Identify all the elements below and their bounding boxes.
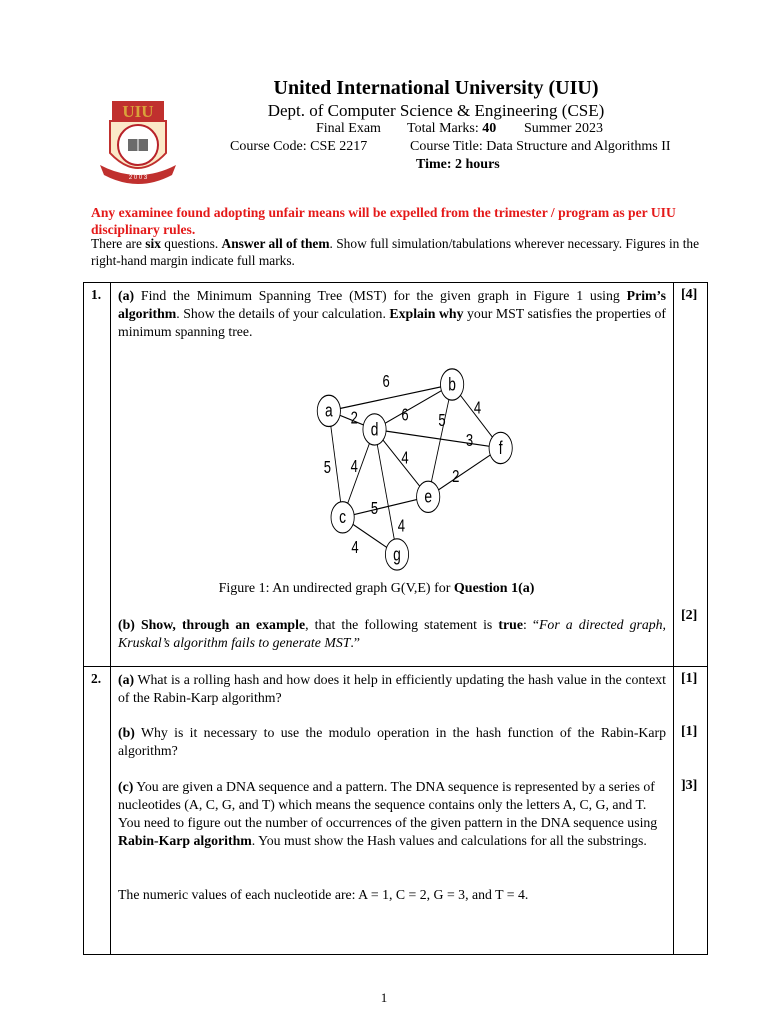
unfair-means-warning: Any examinee found adopting unfair means will be expelled from the trimester / program as per UIU disciplinary rules. [91,205,676,237]
edge-weight-a-c: 5 [323,458,332,478]
node-label-b: b [448,374,456,395]
university-title: United International University (UIU) [273,77,599,99]
edge-weight-d-g: 4 [397,516,405,537]
question-1b-text: (b) Show, through an example, that the following statement is true: “For a directed graph, Kruskal’s algorithm fails to generate MST.” [118,617,667,650]
question-2-number: 2. [91,671,102,686]
edge-c-e [343,497,429,518]
node-label-f: f [498,437,503,459]
edge-weight-c-g: 4 [351,538,359,558]
department-name: Dept. of Computer Science & Engineering (CSE) [267,101,605,120]
total-marks-value: 40 [482,121,497,136]
page-number: 1 [380,990,388,1005]
question-table [83,282,708,955]
question-2a-text: (a) What is a rolling hash and how does it help in efficiently updating the hash value in the context of the Rabin-Karp algorithm? [118,672,666,705]
edge-weight-b-f: 4 [473,398,482,419]
edge-d-g [375,429,397,554]
svg-text:UIU: UIU [122,102,154,121]
question-1a-text: (a) Find the Minimum Spanning Tree (MST) for the given graph in Figure 1 using Prim’s algorithm. Show the details of your calculation. Explain why your MST satisfies the properties of minimum spanning tree. [118,288,667,339]
column-divider [110,283,111,954]
question-2b-text: (b) Why is it necessary to use the modulo operation in the hash function of the Rabin-Karp algorithm? [118,725,666,758]
figure-1-graph [252,363,542,573]
edge-weight-c-e: 5 [370,499,379,519]
figure-1-caption: Figure 1: An undirected graph G(V,E) for Question 1(a) [218,581,535,596]
total-marks: Total Marks: 40 [407,121,497,136]
svg-text:2 0 0 3: 2 0 0 3 [128,175,148,181]
exam-instructions: There are six questions. Answer all of them. Show full simulation/tabulations wherever necessary. Figures in the right-hand margin indicate full marks. [91,236,700,268]
edge-weight-a-d: 2 [350,408,358,428]
edge-weight-e-f: 2 [452,467,460,487]
course-title: Course Title: Data Structure and Algorithms II [410,139,671,154]
question-1a-marks: [4] [681,287,698,302]
question-2a-marks: [1] [681,671,698,686]
node-label-c: c [339,507,347,528]
marks-column-divider [673,283,674,954]
question-1b-marks: [2] [681,608,698,623]
node-label-g: g [393,544,401,565]
node-label-a: a [325,400,333,422]
nucleotide-values: The numeric values of each nucleotide are: A = 1, C = 2, G = 3, and T = 4. [118,887,529,902]
edge-weight-a-b: 6 [382,372,390,392]
term: Summer 2023 [524,121,603,136]
edge-weight-d-c: 4 [350,457,358,477]
question-2b-marks: [1] [681,724,698,739]
edge-weight-d-b: 6 [401,405,409,425]
row-divider [84,666,707,667]
question-1-number: 1. [91,287,102,302]
edge-weight-b-e: 5 [438,411,446,431]
question-2c-text: (c) You are given a DNA sequence and a pattern. The DNA sequence is represented by a series of nucleotides (A, C, G, and T) which means the sequence contains only the letters A, C, G, and T. You need to figure out the number of occurrences of the given pattern in the DNA sequence using Rabin-Karp algorithm. You must show the Hash values and calculations for all the substrings. [118,779,658,848]
edge-weight-d-f: 3 [465,431,474,451]
exam-time: Time: 2 hours [416,157,500,172]
node-label-e: e [424,486,433,508]
edge-weight-d-e: 4 [401,448,409,468]
question-2c-marks: ]3] [681,778,698,793]
course-code: Course Code: CSE 2217 [230,139,368,154]
edge-e-f [428,448,501,497]
edge-a-b [329,384,452,410]
edge-d-f [375,429,501,451]
exam-type: Final Exam [316,121,381,136]
node-label-d: d [370,419,379,440]
